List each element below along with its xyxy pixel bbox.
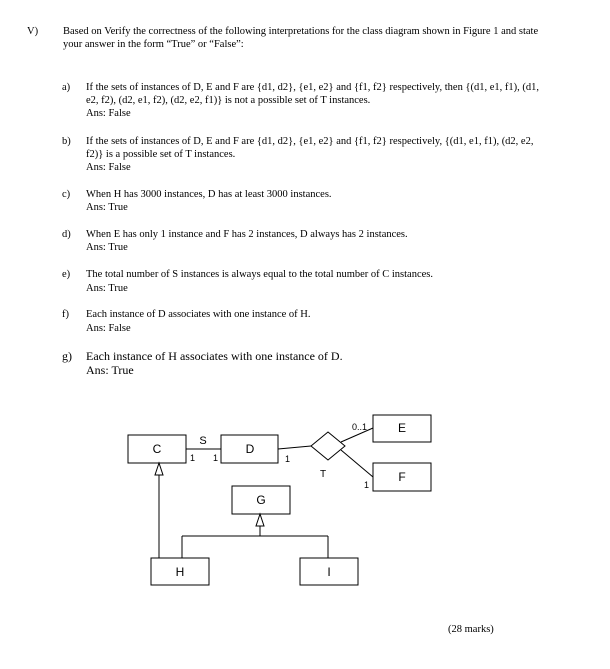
marks-total: (28 marks): [448, 624, 494, 635]
item-f-answer: Ans: False: [86, 323, 131, 334]
item-c-line1: When H has 3000 instances, D has at least 3000 instances.: [86, 189, 332, 200]
class-f-name: F: [398, 470, 406, 484]
item-g-line1: Each instance of H associates with one instance of D.: [86, 349, 343, 363]
multiplicity-e: 0..1: [352, 422, 368, 432]
multiplicity-d-t: 1: [285, 454, 291, 464]
class-d-name: D: [245, 442, 255, 456]
item-d-label: d): [62, 229, 71, 240]
generalization-g-arrow: [256, 514, 264, 526]
item-d-answer: Ans: True: [86, 242, 128, 253]
item-f-label: f): [62, 309, 69, 320]
item-e-line1: The total number of S instances is always equal to the total number of C instances.: [86, 269, 434, 280]
item-a-line1: If the sets of instances of D, E and F are {d1, d2}, {e1, e2} and {f1, f2} respectively, then {(d1, e1, f1), (d1,: [86, 82, 540, 93]
question-number: V): [27, 26, 39, 37]
item-c-label: c): [62, 189, 71, 200]
item-e-answer: Ans: True: [86, 283, 128, 294]
association-d-t: [278, 446, 311, 449]
class-e-name: E: [397, 421, 407, 435]
item-b-line1: If the sets of instances of D, E and F are {d1, d2}, {e1, e2} and {f1, f2} respectively, {(d1, e1, f1), (d2, e2,: [86, 136, 534, 147]
item-a-answer: Ans: False: [86, 108, 131, 119]
item-f-line1: Each instance of D associates with one instance of H.: [86, 309, 311, 320]
item-a-label: a): [62, 82, 71, 93]
class-c-name: C: [152, 442, 162, 456]
class-h-name: H: [175, 565, 185, 579]
question-intro-line1: Based on Verify the correctness of the following interpretations for the class diagram shown in Figure 1 and state: [63, 26, 539, 37]
item-e-label: e): [62, 269, 71, 280]
item-b-line2: f2)} is a possible set of T instances.: [86, 149, 236, 160]
ternary-diamond: [311, 432, 345, 460]
item-b-label: b): [62, 136, 71, 147]
item-a-line2: e2, f2), (d2, e1, f2), (d2, e2, f1)} is not a possible set of T instances.: [86, 95, 371, 106]
question-intro-line2: your answer in the form “True” or “False”:: [63, 39, 244, 50]
item-d-line1: When E has only 1 instance and F has 2 instances, D always has 2 instances.: [86, 229, 408, 240]
item-g-answer: Ans: True: [86, 363, 134, 377]
item-g-label: g): [62, 349, 72, 363]
class-g-name: G: [256, 493, 266, 507]
association-t-f: [341, 450, 373, 477]
multiplicity-d: 1: [213, 453, 219, 463]
class-i-name: I: [327, 565, 331, 579]
item-b-answer: Ans: False: [86, 162, 131, 173]
multiplicity-c: 1: [190, 453, 196, 463]
association-label-t: T: [319, 469, 327, 480]
item-c-answer: Ans: True: [86, 202, 128, 213]
association-label-s: S: [199, 435, 207, 447]
multiplicity-f: 1: [364, 480, 370, 490]
generalization-c-arrow: [155, 463, 163, 475]
